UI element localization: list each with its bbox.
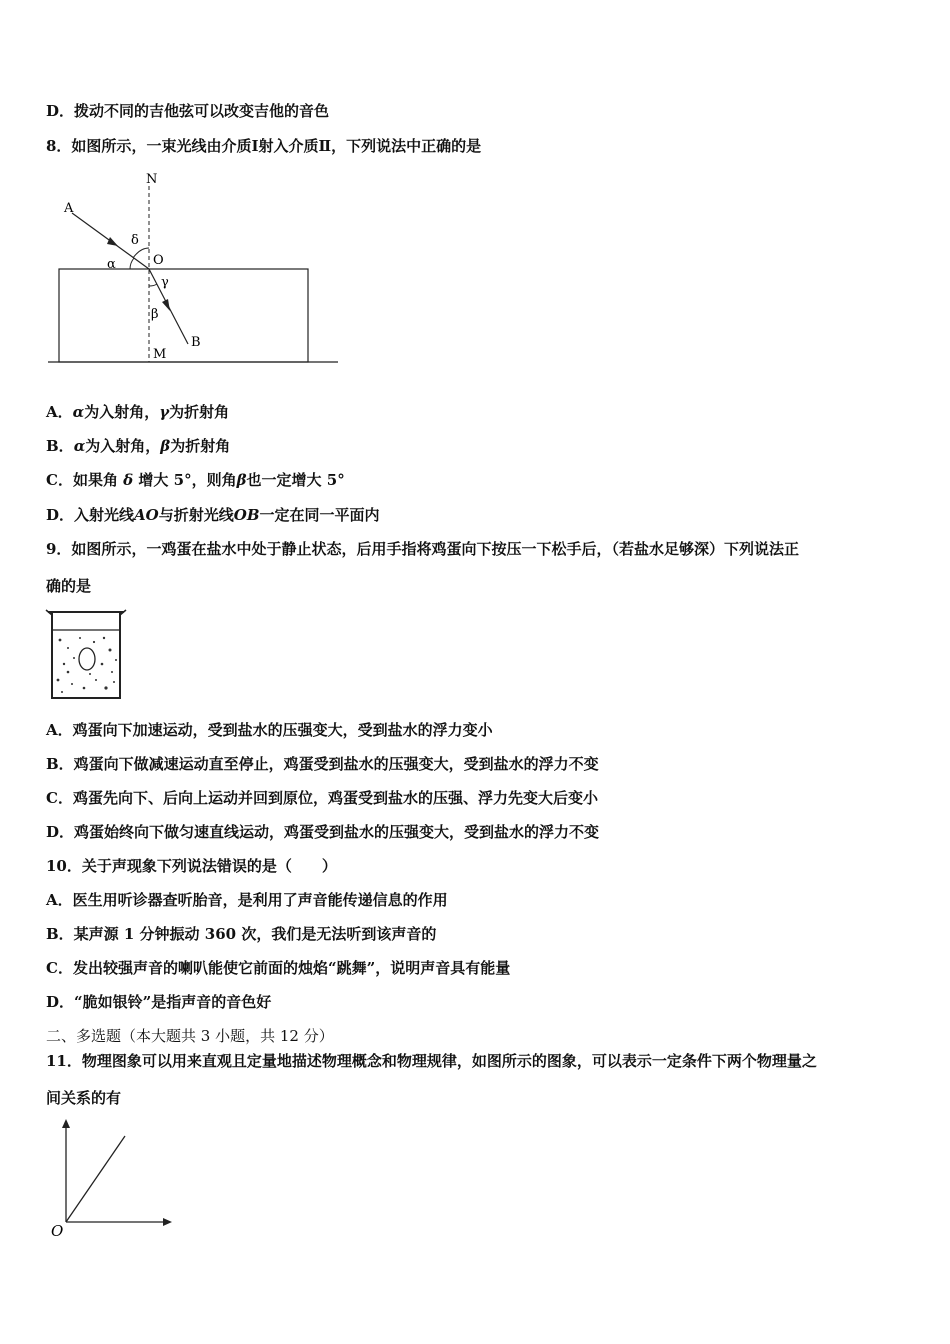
q9-stem-line1: 9．如图所示，一鸡蛋在盐水中处于静止状态，后用手指将鸡蛋向下按压一下松手后，（若盐水足够深）下列说法正 — [46, 540, 799, 558]
q9-option-b: B．鸡蛋向下做减速运动直至停止，鸡蛋受到盐水的压强变大，受到盐水的浮力不变 — [46, 755, 599, 773]
q9-option-d: D．鸡蛋始终向下做匀速直线运动，鸡蛋受到盐水的压强变大，受到盐水的浮力不变 — [46, 823, 600, 841]
label-m: M — [153, 347, 167, 362]
q8-refraction-figure — [40, 168, 345, 368]
graph-line — [66, 1136, 125, 1222]
q11-graph-figure — [44, 1118, 179, 1243]
incident-arrow — [107, 237, 118, 246]
q11-stem-line1: 11．物理图象可以用来直观且定量地描述物理概念和物理规律，如图所示的图象，可以表示一定条件下两个物理量之 — [46, 1052, 817, 1070]
q10-option-b: B．某声源 1 分钟振动 360 次，我们是无法听到该声音的 — [46, 925, 437, 943]
beaker-outline — [48, 612, 124, 698]
y-axis-arrow — [62, 1119, 70, 1128]
q8-option-c: C．如果角 δ 增大 5°，则角β也一定增大 5° — [46, 471, 345, 489]
label-a: A — [64, 201, 74, 216]
gamma-arc — [149, 284, 157, 286]
q8-option-d: D．入射光线AO与折射光线OB一定在同一平面内 — [46, 506, 380, 524]
label-o: O — [153, 253, 164, 268]
delta-arc — [133, 248, 149, 258]
q9-option-c: C．鸡蛋先向下、后向上运动并回到原位，鸡蛋受到盐水的压强、浮力先变大后变小 — [46, 789, 598, 807]
q10-option-a: A．医生用听诊器查听胎音，是利用了声音能传递信息的作用 — [46, 891, 448, 909]
q7-option-d: D．拨动不同的吉他弦可以改变吉他的音色 — [46, 102, 330, 120]
q10-stem: 10．关于声现象下列说法错误的是（ ） — [46, 857, 337, 875]
q8-option-b: B．α为入射角，β为折射角 — [46, 437, 231, 455]
q8-option-a: A．α为入射角，γ为折射角 — [46, 403, 230, 421]
refracted-arrow — [162, 299, 170, 311]
label-gamma: γ — [161, 275, 169, 290]
label-delta: δ — [131, 233, 139, 248]
alpha-arc — [130, 258, 134, 269]
q9-stem-line2: 确的是 — [46, 577, 92, 595]
salt-dots — [57, 637, 117, 693]
label-beta: β — [151, 307, 159, 322]
q8-stem: 8．如图所示，一束光线由介质Ⅰ射入介质Ⅱ，下列说法中正确的是 — [46, 137, 482, 155]
section-heading: 二、多选题（本大题共 3 小题，共 12 分） — [46, 1027, 334, 1045]
q11-stem-line2: 间关系的有 — [46, 1089, 122, 1107]
origin-label: O — [51, 1222, 64, 1240]
q9-beaker-figure — [44, 608, 134, 704]
q9-option-a: A．鸡蛋向下加速运动，受到盐水的压强变大，受到盐水的浮力变小 — [46, 721, 493, 739]
label-b: B — [191, 335, 201, 350]
label-n: N — [146, 172, 158, 187]
label-alpha: α — [107, 257, 116, 272]
egg — [79, 648, 95, 670]
q10-option-c: C．发出较强声音的喇叭能使它前面的烛焰“跳舞”，说明声音具有能量 — [46, 959, 511, 977]
medium-block — [59, 269, 308, 362]
x-axis-arrow — [163, 1218, 172, 1226]
q10-option-d: D．“脆如银铃”是指声音的音色好 — [46, 993, 272, 1011]
